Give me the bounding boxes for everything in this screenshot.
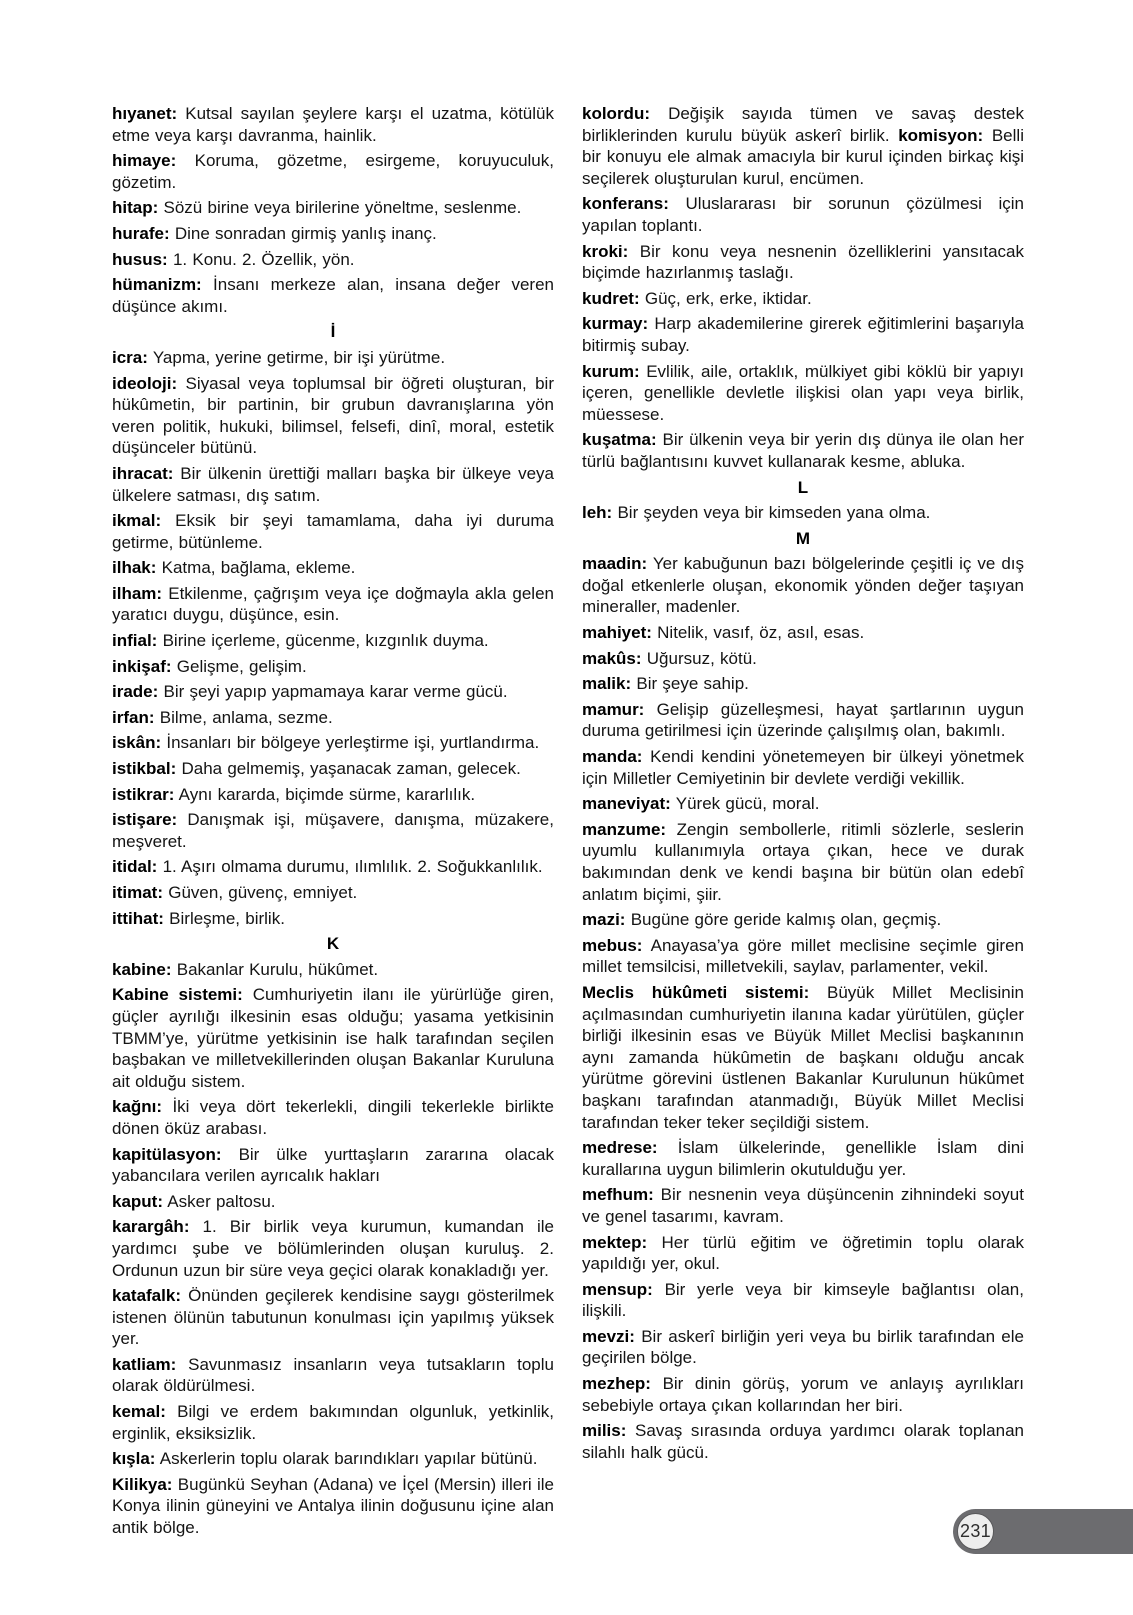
entry-definition: Anayasa’ya göre millet meclisine seçimle giren millet temsilcisi, milletvekili, saylav, parlamenter, vekil. [582, 935, 1024, 977]
entry-term: malik: [582, 674, 632, 694]
entry-term: mazi: [582, 910, 626, 930]
entry-definition: Bir şeyi yapıp yapmamaya karar verme gücü. [163, 682, 508, 702]
content-columns [112, 103, 1024, 1543]
glossary-entry [582, 1279, 1024, 1322]
glossary-entry [582, 699, 1024, 742]
entry-definition: Savunmasız insanların veya tutsakların toplu olarak öldürülmesi. [112, 1354, 554, 1396]
page-number-circle [957, 1513, 994, 1550]
entry-definition: Savaş sırasında orduya yardımcı olarak toplanan silahlı halk gücü. [582, 1421, 1024, 1462]
entry-definition: Koruma, gözetme, esirgeme, koruyuculuk, gözetim. [112, 151, 554, 192]
letter-header: M [795, 528, 811, 548]
entry-term: infial: [112, 631, 158, 651]
entry-term: karargâh: [112, 1217, 190, 1237]
entry-definition: Dine sonradan girmiş yanlış inanç. [174, 223, 437, 243]
entry-term: Kilikya: [112, 1474, 173, 1494]
entry-term: manzume: [582, 819, 667, 839]
glossary-entry [582, 935, 1024, 978]
entry-term: irfan: [112, 707, 155, 727]
entry-term: kurum: [582, 361, 640, 381]
entry-term: itidal: [112, 857, 158, 877]
glossary-entry [112, 732, 554, 754]
entry-definition: Zengin sembollerle, ritimli sözlerle, seslerin uyumlu kullanımıyla ortaya çıkan, hece ve durak bakımından denk ve kendi başına bir bütün olan edebî anlatım biçimi, şiir. [582, 819, 1024, 904]
entry-definition: Her türlü eğitim ve öğretimin toplu olarak yapıldığı yer, okul. [582, 1232, 1024, 1274]
entry-term: leh: [582, 503, 613, 523]
page-number-badge [953, 1509, 1133, 1554]
entry-term: mefhum: [582, 1185, 654, 1205]
entry-term: ilhak: [112, 558, 157, 578]
entry-definition: Bilme, anlama, sezme. [159, 707, 333, 727]
glossary-entry [112, 583, 554, 626]
entry-definition: Birine içerleme, gücenme, kızgınlık duyma. [162, 631, 489, 651]
entry-term: inkişaf: [112, 656, 172, 676]
glossary-entry [112, 681, 554, 703]
entry-definition: Daha gelmemiş, yaşanacak zaman, gelecek. [181, 759, 521, 779]
entry-definition: Güven, güvenç, emniyet. [168, 883, 358, 902]
entry-term: himaye: [112, 151, 177, 171]
entry-term: istikbal: [112, 759, 177, 779]
glossary-entry [112, 809, 554, 852]
entry-definition: Yürek gücü, moral. [675, 794, 820, 814]
glossary-entry [582, 622, 1024, 644]
glossary-entry [112, 1448, 554, 1470]
entry-definition: Eksik bir şeyi tamamlama, daha iyi duruma getirme, bütünleme. [112, 511, 554, 552]
glossary-entry [582, 673, 1024, 695]
glossary-entry [582, 1184, 1024, 1227]
glossary-entry [112, 630, 554, 652]
entry-term: kapitülasyon: [112, 1144, 222, 1164]
entry-term: ilham: [112, 583, 163, 603]
entry-definition: Nitelik, vasıf, öz, asıl, esas. [657, 623, 865, 643]
glossary-entry [582, 502, 1024, 524]
glossary-entry [582, 103, 1024, 189]
entry-term: kemal: [112, 1402, 166, 1422]
glossary-entry [582, 313, 1024, 356]
entry-definition: Büyük Millet Meclisinin açılmasından cumhuriyetin ilanına kadar yürütülen, güçler birliği ilkesinin esas ve Büyük Millet Meclisi başkanının aynı zamanda hükûmetin de başkanı olduğu ancak yürütme görevini üstlenen Bakanlar Kurulunun hükûmet başkanı tarafından atanmadığı, Büyük Millet Meclisi tarafından teker teker seçildiği sistem. [582, 982, 1024, 1132]
glossary-entry [582, 1326, 1024, 1369]
entry-definition: Yapma, yerine getirme, bir işi yürütme. [152, 347, 446, 367]
entry-term: mensup: [582, 1279, 653, 1299]
entry-term: makûs: [582, 648, 642, 668]
glossary-entry [582, 288, 1024, 310]
entry-term: mamur: [582, 699, 645, 719]
glossary-entry [582, 193, 1024, 236]
entry-term: Meclis hükûmeti sistemi: [582, 982, 810, 1002]
entry-term: ittihat: [112, 908, 164, 928]
entry-definition: Yer kabuğunun bazı bölgelerinde çeşitli iç ve dış doğal etkenlerle oluşan, ekonomik yönden değer taşıyan mineraller, madenler. [582, 554, 1024, 617]
entry-definition: Belli bir konuyu ele almak amacıyla bir kurul içinden birkaç kişi seçilerek oluşturulan kurul, encümen. [582, 125, 1024, 188]
entry-definition: Uğursuz, kötü. [646, 648, 757, 668]
glossary-entry [112, 1191, 554, 1213]
entry-term: Kabine sistemi: [112, 985, 243, 1005]
glossary-entry [112, 1216, 554, 1281]
entry-term: kroki: [582, 241, 629, 261]
entry-term: maadin: [582, 554, 648, 574]
glossary-entry [582, 1373, 1024, 1416]
entry-term: konferans: [582, 194, 669, 214]
entry-term: mektep: [582, 1232, 648, 1252]
entry-definition: Bir ülkenin veya bir yerin dış dünya ile olan her türlü bağlantısını kuvvet kullanarak kesme, abluka. [582, 430, 1024, 471]
entry-term: hümanizm: [112, 275, 202, 295]
glossary-entry [112, 557, 554, 579]
glossary-entry [582, 982, 1024, 1133]
glossary-entry [112, 1401, 554, 1444]
entry-definition: Bugüne göre geride kalmış olan, geçmiş. [630, 910, 942, 930]
entry-definition: Evlilik, aile, ortaklık, mülkiyet gibi köklü bir yapıyı içeren, genellikle devletle ilişkisi olan yapı veya birlik, müessese. [582, 361, 1024, 424]
entry-definition: Katma, bağlama, ekleme. [161, 558, 356, 578]
entry-term: kurmay: [582, 314, 649, 334]
entry-definition: Önünden geçilerek kendisine saygı gösterilmek istenen ölünün tabutunun konulması için yapılmış yüksek yer. [112, 1286, 554, 1349]
entry-definition: Bir şeye sahip. [636, 674, 749, 694]
glossary-entry [582, 361, 1024, 426]
entry-definition: Güç, erk, erke, iktidar. [644, 288, 812, 308]
entry-definition: Askerlerin toplu olarak barındıkları yapılar bütünü. [159, 1449, 538, 1469]
entry-definition: Bir dinin görüş, yorum ve anlayış ayrılıkları sebebiyle ortaya çıkan kollarından her biri. [582, 1374, 1024, 1415]
entry-term: itimat: [112, 883, 163, 902]
glossary-entry [582, 648, 1024, 670]
entry-definition: Bir ülkenin ürettiği malları başka bir ülkeye veya ülkelere satması, dış satım. [112, 463, 554, 505]
glossary-entry [582, 553, 1024, 618]
glossary-entry [112, 1474, 554, 1539]
entry-term: mahiyet: [582, 623, 652, 643]
glossary-entry [112, 959, 554, 981]
entry-term: kaput: [112, 1191, 163, 1211]
glossary-entry [112, 784, 554, 806]
glossary-entry [112, 150, 554, 193]
entry-definition: Cumhuriyetin ilanı ile yürürlüğe giren, güçler ayrılığı ilkesinin esas olduğu; yasama yetkisinin TBMM’ye, yürütme yetkisinin ise halk tarafından seçilen başbakan ve milletvekillerinden oluşan Bakanlar Kuruluna ait olduğu sistem. [112, 985, 554, 1091]
entry-term: maneviyat: [582, 794, 671, 814]
entry-definition: Danışmak işi, müşavere, danışma, müzakere, meşveret. [112, 810, 554, 851]
glossary-entry [112, 373, 554, 459]
entry-definition: Bir şeyden veya bir kimseden yana olma. [617, 503, 931, 523]
entry-definition: İnsanları bir bölgeye yerleştirme işi, yurtlandırma. [166, 733, 540, 753]
glossary-entry [112, 758, 554, 780]
glossary-entry [112, 249, 554, 271]
entry-term: kuşatma: [582, 430, 657, 450]
entry-term: komisyon: [898, 125, 984, 145]
entry-definition: Uluslararası bir sorunun çözülmesi için yapılan toplantı. [582, 194, 1024, 235]
entry-definition: Bir yerle veya bir kimseyle bağlantısı olan, ilişkili. [582, 1279, 1024, 1321]
glossary-entry [112, 197, 554, 219]
entry-definition: 1. Konu. 2. Özellik, yön. [172, 249, 355, 269]
entry-term: irade: [112, 682, 159, 702]
glossary-entry [112, 1354, 554, 1397]
entry-term: ikmal: [112, 511, 162, 531]
entry-definition: Bir konu veya nesnenin özelliklerini yansıtacak biçimde hazırlanmış taslağı. [582, 241, 1024, 283]
glossary-entry [112, 656, 554, 678]
glossary-entry [582, 429, 1024, 472]
glossary-entry [582, 1232, 1024, 1275]
glossary-entry [582, 746, 1024, 789]
entry-term: kudret: [582, 288, 640, 308]
glossary-entry [112, 707, 554, 729]
entry-term: manda: [582, 747, 643, 767]
glossary-entry [112, 347, 554, 369]
glossary-entry [112, 463, 554, 506]
entry-definition: İslam ülkelerinde, genellikle İslam dini kurallarına uygun bilimlerin okutulduğu yer. [582, 1138, 1024, 1179]
glossary-entry [112, 908, 554, 930]
entry-term: katliam: [112, 1354, 177, 1374]
entry-term: mezhep: [582, 1374, 651, 1394]
entry-definition: Sözü birine veya birilerine yöneltme, seslenme. [163, 198, 522, 218]
entry-term: medrese: [582, 1138, 658, 1158]
entry-term: ideoloji: [112, 373, 178, 393]
glossary-entry [582, 819, 1024, 905]
entry-term: kolordu: [582, 104, 650, 123]
entry-definition: 1. Aşırı olmama durumu, ılımlılık. 2. Soğukkanlılık. [162, 857, 543, 877]
glossary-entry [582, 909, 1024, 931]
glossary-entry [582, 1420, 1024, 1463]
entry-definition: Birleşme, birlik. [169, 908, 285, 928]
glossary-entry [112, 103, 554, 146]
right-column [582, 103, 1024, 1543]
entry-term: istikrar: [112, 784, 175, 804]
entry-definition: 1. Bir birlik veya kurumun, kumandan ile yardımcı şube ve bölümlerinden oluşan kuruluş. 2. Ordunun uzun bir süre veya geçici olarak konakladığı yer. [112, 1217, 554, 1280]
entry-term: istişare: [112, 810, 178, 830]
glossary-entry [112, 984, 554, 1092]
entry-definition: Aynı kararda, biçimde sürme, kararlılık. [178, 784, 476, 804]
glossary-entry [112, 882, 554, 904]
entry-term: iskân: [112, 733, 162, 753]
glossary-entry [112, 1096, 554, 1139]
entry-definition: Bakanlar Kurulu, hükûmet. [176, 959, 379, 979]
glossary-entry [112, 274, 554, 317]
letter-header: K [326, 934, 340, 954]
entry-term: kışla: [112, 1449, 156, 1469]
entry-term: kağnı: [112, 1097, 163, 1117]
entry-term: hurafe: [112, 223, 170, 243]
glossary-entry [112, 1285, 554, 1350]
entry-term: ihracat: [112, 463, 174, 483]
entry-definition: Etkilenme, çağrışım veya içe doğmayla akla gelen yaratıcı duygu, düşünce, esin. [112, 583, 554, 625]
entry-definition: İki veya dört tekerlekli, dingili tekerlekle birlikte dönen öküz arabası. [112, 1097, 554, 1138]
glossary-entry [112, 223, 554, 245]
entry-definition: Harp akademilerine girerek eğitimlerini başarıyla bitirmiş subay. [582, 314, 1024, 355]
entry-definition: Bilgi ve erdem bakımından olgunluk, yetkinlik, erginlik, eksiksizlik. [112, 1402, 554, 1443]
entry-definition: Bir ülke yurttaşların zararına olacak yabancılara verilen ayrıcalık hakları [112, 1144, 554, 1186]
entry-definition: Asker paltosu. [167, 1191, 276, 1211]
glossary-entry [112, 1144, 554, 1187]
entry-definition: Bir nesnenin veya düşüncenin zihnindeki soyut ve genel tasarımı, kavram. [582, 1185, 1024, 1226]
entry-term: mebus: [582, 935, 643, 955]
page-number: 231 [960, 1521, 991, 1541]
entry-term: milis: [582, 1421, 627, 1441]
entry-definition: Bir askerî birliğin yeri veya bu birlik tarafından ele geçirilen bölge. [582, 1326, 1024, 1368]
entry-term: kabine: [112, 959, 172, 979]
glossary-entry [582, 793, 1024, 815]
entry-term: husus: [112, 249, 168, 269]
entry-definition: İnsanı merkeze alan, insana değer veren düşünce akımı. [112, 275, 554, 316]
entry-term: icra: [112, 347, 148, 367]
entry-definition: Gelişme, gelişim. [176, 656, 307, 676]
glossary-entry [582, 1137, 1024, 1180]
glossary-entry [582, 241, 1024, 284]
entry-term: katafalk: [112, 1286, 181, 1306]
entry-definition: Kutsal sayılan şeylere karşı el uzatma, kötülük etme veya karşı davranma, hainlik. [112, 104, 554, 145]
letter-header: L [797, 477, 809, 497]
entry-term: hitap: [112, 198, 159, 218]
letter-header: İ [330, 322, 336, 342]
entry-term: mevzi: [582, 1326, 635, 1346]
entry-definition: Siyasal veya toplumsal bir öğreti oluşturan, bir hükûmetin, bir partinin, bir grubun davranışlarına yön veren politik, hukuki, bilimsel, felsefi, dinî, moral, estetik düşünceler bütünü. [112, 373, 554, 458]
entry-definition: Değişik sayıda tümen ve savaş destek birliklerinden kurulu büyük askerî birlik. [582, 104, 1024, 145]
left-column [112, 103, 554, 1543]
entry-definition: Bugünkü Seyhan (Adana) ve İçel (Mersin) illeri ile Konya ilinin güneyini ve Antalya ilinin doğusunu içine alan antik bölge. [112, 1474, 554, 1538]
glossary-entry [112, 856, 554, 878]
entry-definition: Gelişip güzelleşmesi, hayat şartlarının uygun duruma getirilmesi için üzerinde çalışılmış olan, bakımlı. [582, 699, 1024, 741]
entry-term: hıyanet: [112, 104, 178, 123]
entry-definition: Kendi kendini yönetemeyen bir ülkeyi yönetmek için Milletler Cemiyetinin bir devlete verdiği vekillik. [582, 747, 1025, 788]
glossary-entry [112, 510, 554, 553]
